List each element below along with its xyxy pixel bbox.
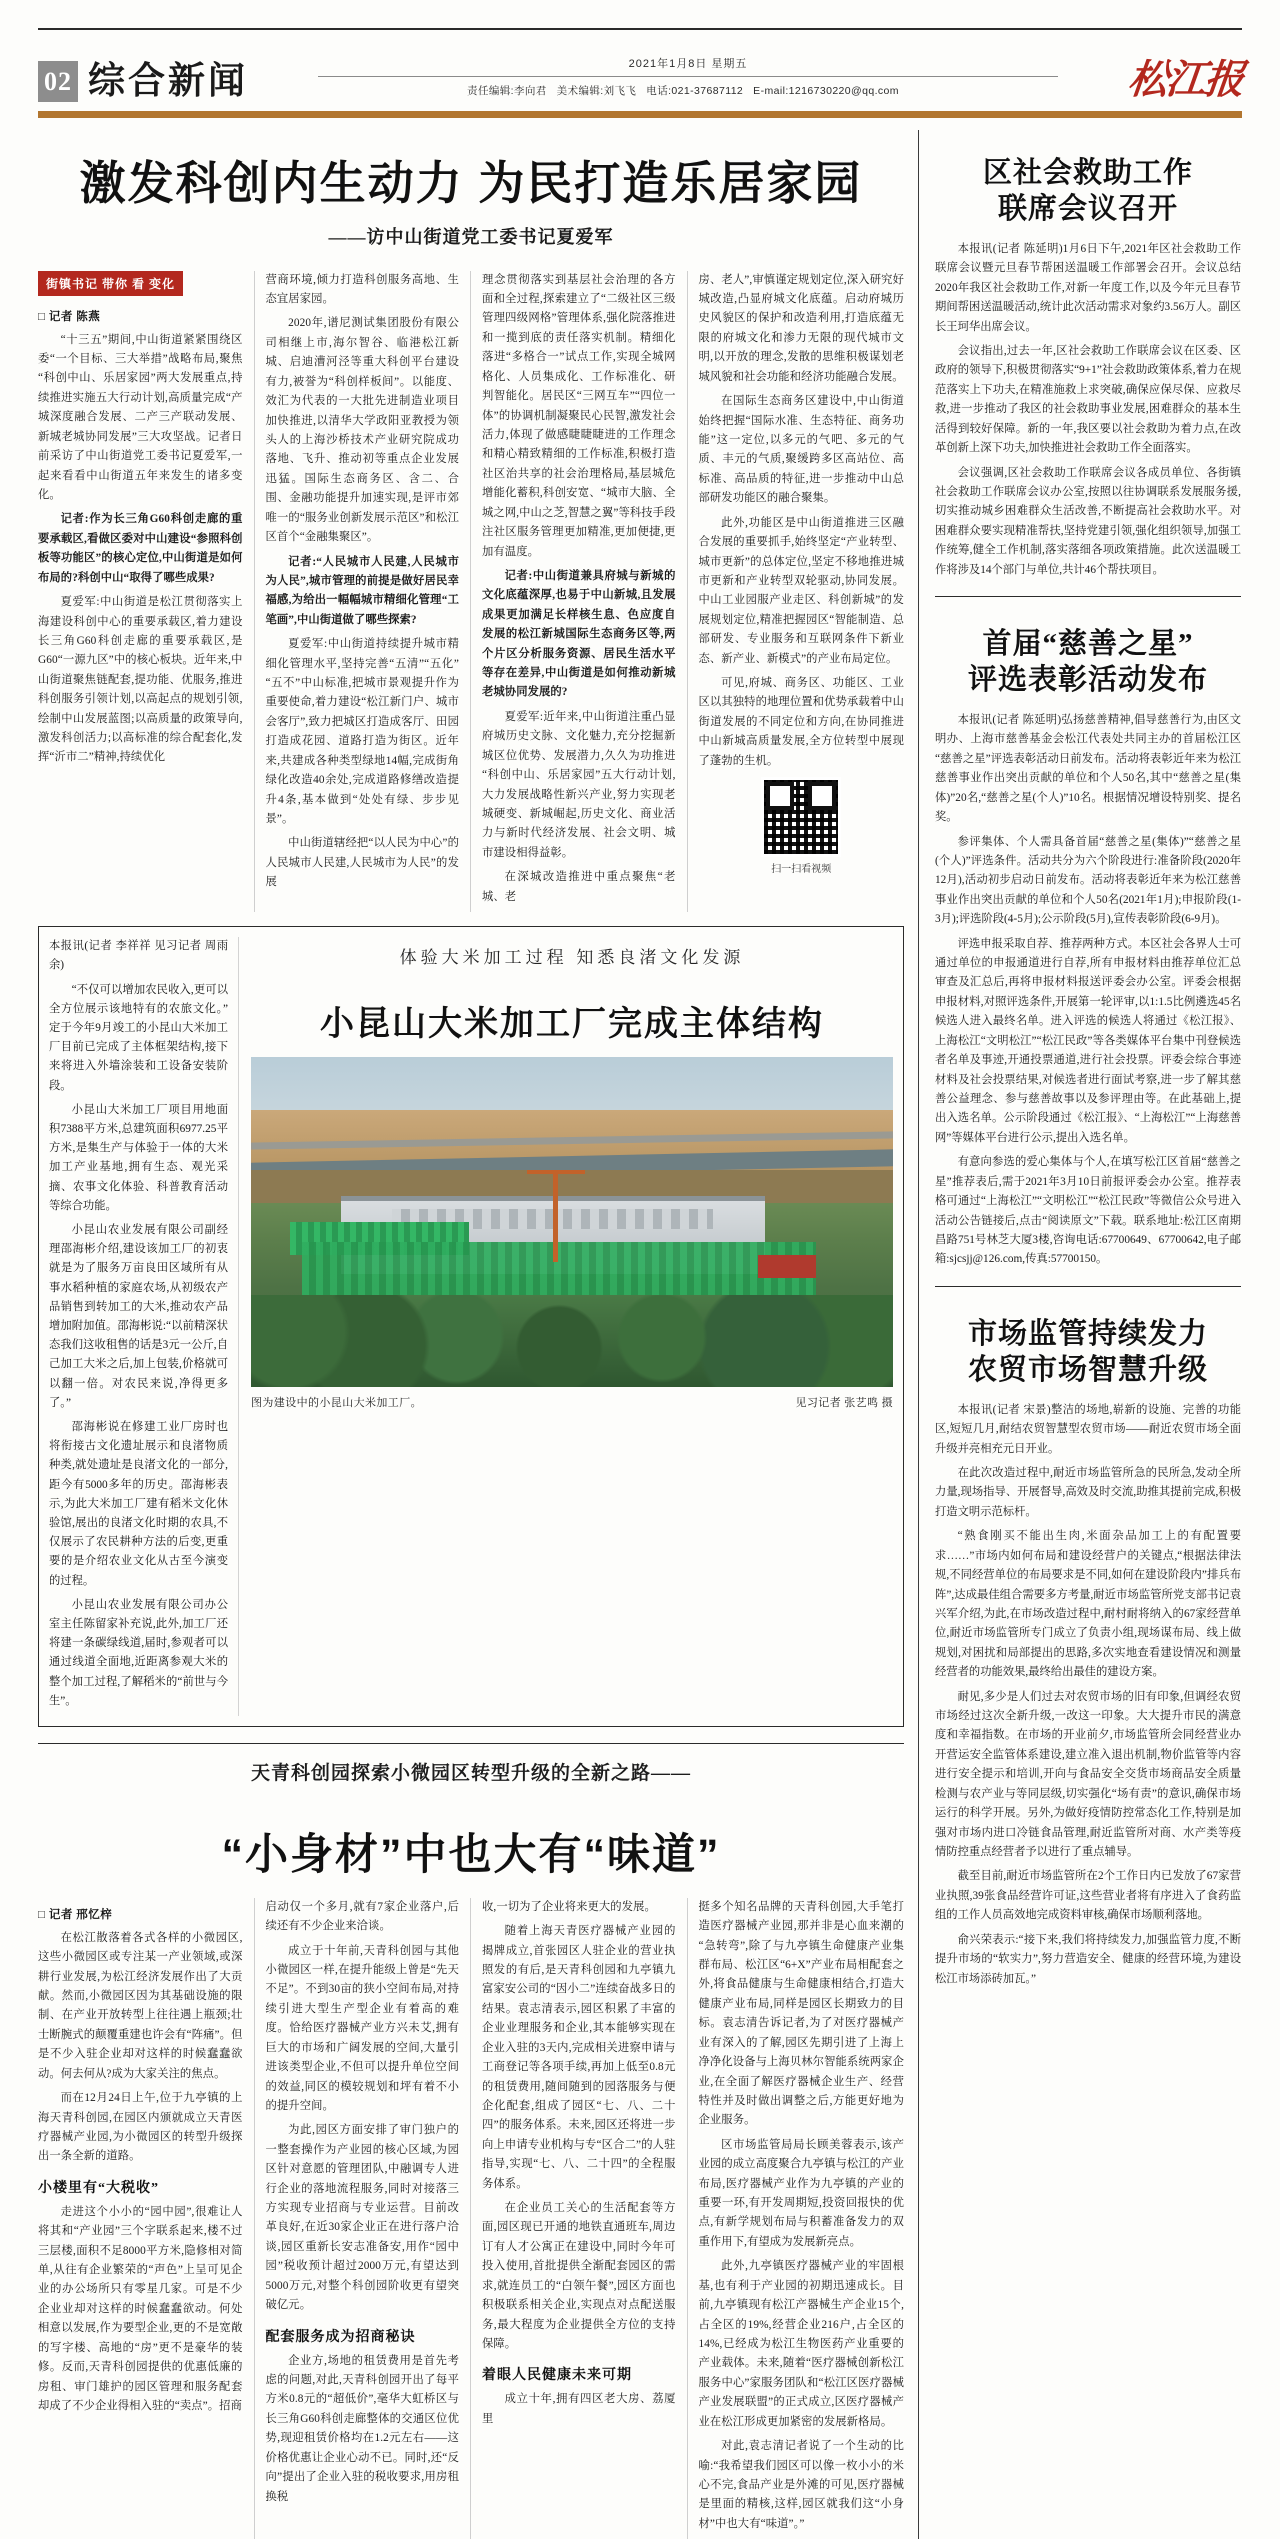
paragraph: 此外,九亭镇医疗器械产业的牢固根基,也有利于产业园的初期迅速成长。目前,九亭镇现有松江产器械生产企业15个,占全区的19%,经营企业216户,占全区的14%,已经成为松江生物医药产业重要的产业载体。未来,随着“医疗器械创新松江服务中心”家服务团队和“松江区医疗器械产业发展联盟”的正式成立,区医疗器械产业在松江形成更加紧密的发展新格局。 — [698, 2260, 904, 2428]
side-headline-1-line1: 区社会救助工作 — [982, 157, 1193, 189]
paragraph: 会议指出,过去一年,区社会救助工作联席会议在区委、区政府的领导下,积极贯彻落实“9+1”社会救助政策体系,着力在规范落实上下功夫,在精准施救上求突破,确保应保尽保、应救尽救,进一步推动了我区的社会救助事业发展,困难群众的基本生活得到较好保障。新的一年,我区要以社会救助为着力点,在改革创新上深下功夫,加快推进社会救助工作全面落实。 — [935, 345, 1241, 455]
paragraph: 耐见,多少是人们过去对农贸市场的旧有印象,但调经农贸市场经过这次全新升级,一改这一印象。大大提升市民的满意度和幸福指数。在市场的开业前夕,市场监管所会同经营业办开营运安全监管体系建设,建立准入退出机制,物价监管等内容进行安全提示和培训,开向与食品安全交货市场商品安全质量检测与农产业与等同层级,切实强化“场有责”的意识,确保市场运行的科学开展。另外,为做好疫情防控常态化工作,特别是加强对市场内进口冷链食品管理,耐近监管所对商、水产类等疫情防控重点经营者予以进行了重点辅导。 — [935, 1690, 1241, 1858]
paragraph: 会议强调,区社会救助工作联席会议各成员单位、各街镇社会救助工作联席会议办公室,按照以往协调联系发展服务援,切实推动城乡困难群众生活改善,不断提高社会救助水平。对困难群众要实现精准帮扶,坚持党建引领,强化组织领导,加强工作统筹,健全工作机制,落实落细各项政策措施。此次送温暖工作将涉及14个部门与单位,共计46个帮扶项目。 — [935, 466, 1241, 576]
bottom-subheading-2: 配套服务成为招商秘诀 — [265, 2329, 416, 2345]
paragraph: 收,一切为了企业将来更大的发展。 — [482, 1900, 656, 1913]
column-banner — [38, 271, 183, 296]
masthead-left — [38, 61, 248, 102]
paragraph: 区市场监管局局长顾美蓉表示,该产业园的成立高度聚合九亭镇与松江的产业布局,医疗器械产业作为九亭镇的产业的重要一环,有开发周期短,投资回报快的优点,有新学规划布局与积蓄准备发力的双重作用下,有望成为发展新亮点。 — [698, 2138, 904, 2248]
paragraph: 在国际生态商务区建设中,中山街道始终把握“国际水准、生态特征、商务功能”这一定位,以多元的气吧、多元的气质、丰元的气质,聚缓跨多区高站位、高标准、高品质的特征,进一步推动中山总部研发功能区的融合聚集。 — [698, 395, 904, 505]
paragraph: 成立十年,拥有四区老大房、荔厦里 — [482, 2393, 676, 2425]
bottom-byline: □ 记者 邢忆梓 — [38, 1908, 113, 1921]
main-column — [38, 118, 918, 2539]
lead-column-4 — [688, 271, 905, 913]
side-article-1 — [935, 156, 1241, 580]
photo-feature-text-column — [49, 937, 239, 1716]
paragraph: 夏爱军:中山街道持续提升城市精细化管理水平,坚持完善“五清”“五化”“五不”中山标准,把城市景观提升作为重要使命,着力建设“松江新门户、城市会客厅”,致力把城区打造成客厅、田园打造成花园、道路打造为街区。近年来,共建成各种类型绿地14幅,完成街角绿化改造40余处,完成道路修缮改造提升4条,基本做到“处处有绿、步步见景”。 — [265, 638, 459, 825]
bottom-kicker: 天青科创园探索小微园区转型升级的全新之路—— — [250, 1763, 691, 1785]
photo-feature-headline: 小昆山大米加工厂完成主体结构 — [320, 1006, 824, 1044]
bottom-subheading-1: 小楼里有“大税收” — [38, 2180, 159, 2196]
side-divider-1 — [935, 596, 1241, 597]
paragraph: 2020年,谱尼测试集团股份有限公司相继上市,海尔智谷、临港松江新城、启迪漕河泾等重大科创平台建设有力,被誉为“科创样板间”。以能度、效汇为代表的一大批先进制造业项目加快推进,以清华大学政阳亚教授为领头人的上海沙桥技术产业研究院成功落地、飞升、推动初等重点企业发展迅猛。国际生态商务区、含二、合围、金融功能提升加速实现,是评市郊唯一的“服务业创新发展示范区”和松江区首个“金融集聚区”。 — [265, 317, 459, 544]
paragraph: “熟食刚买不能出生肉,米面杂品加工上的有配置要求……”市场内如何布局和建设经营户的关键点,“根据法律法规,不同经营单位的布局要求是不同,如何在建设阶段内”排兵布阵”,达成最佳组合需要多方考量,耐近市场监管所党支部书记袁兴军介绍,为此,在市场改造过程中,耐村耐将纳入的67家经营单位,耐近市场监管所专门成立了负责小组,现场谋布局、线上做规划,对困扰和局部提出的思路,多次实地查看建设情况和测量经营者的功能效果,最终给出最佳的建设方案。 — [935, 1530, 1241, 1679]
side-divider-2 — [935, 1286, 1241, 1287]
paragraph: “十三五”期间,中山街道紧紧围绕区委“一个目标、三大举措”战略布局,聚焦“科创中山、乐居家园”两大发展重点,持续推进实施五大行动计划,高质量完成“产城深度融合发展、二产三产联动发展、新城老城协同发展”三大攻坚战。记者日前采访了中山街道党工委书记夏爱军,一起来看看中山街道五年来发生的诸多变化。 — [38, 333, 243, 501]
qr-code-caption: 扫一扫看视频 — [771, 864, 832, 876]
section-name: 综合新闻 — [88, 61, 248, 102]
masthead-center — [248, 55, 1128, 102]
bottom-article — [38, 1743, 904, 2539]
paragraph: 理念贯彻落实到基层社会治理的各方面和全过程,探索建立了“二级社区三级管理四级网格”管理体系,强化院落推进和一揽到底的责任落实机制。精细化落进“多格合一”试点工作,实现全城网格化、人员集成化、工作标准化、研判智能化。居民区“三网互车”“四位一体”的协调机制凝聚民心民智,激发社会活力,体现了做感睫睫睫进的工作理念和精心精致精细的工作标准,积极打造社区治共享的社会治理格局,基层城危增能化蓄积,科创安宽、“城市大脑、全城之网,中山之芝,智慧之翼”等科技手段注社区服务管理更加精准,更加便捷,更加有温度。 — [482, 273, 676, 558]
masthead-credits — [268, 83, 1108, 98]
photo-red-structure — [758, 1255, 816, 1278]
credit-phone: 电话:021-37687112 — [646, 85, 744, 97]
page-number: 02 — [38, 61, 78, 102]
lead-column-1 — [38, 271, 255, 913]
paragraph: 可见,府城、商务区、功能区、工业区以其独特的地理位置和优势承载着中山街道发展的不同定位和方向,在协同推进中山新城高质量发展,全方位转型中展现了蓬勃的生机。 — [698, 677, 904, 767]
paragraph: 中山街道辖经把“以人民为中心”的人民城市人民建,人民城市为人民”的发展 — [265, 837, 459, 889]
lead-columns — [38, 271, 904, 913]
paragraph: 邵海彬说在修建工业厂房时也将衔接古文化遗址展示和良渚物质种类,就处遗址是良渚文化的一部分,距今有5000多年的历史。邵海彬表示,为此大米加工厂建有稻米文化休验馆,展出的良渚文化时期的农具,不仅展示了农民耕种方法的后变,更重要的是介绍农业文化从古至今演变的过程。 — [49, 1420, 228, 1587]
bottom-subheading-3: 着眼人民健康未来可期 — [482, 2368, 632, 2384]
qr-code-icon[interactable] — [761, 777, 841, 857]
paragraph-question: 记者:中山街道兼具府城与新城的文化底蕴深厚,也易于中山新城,且发展成果更加满足长样核生息、色应度自发展的松江新城国际生态商务区等,两个片区分析服务资源、居民生活水平等存在差异,中山街道是如何推动新城老城协同发展的? — [482, 569, 676, 699]
column-banner-text: 街镇书记 带你 看 变化 — [46, 276, 176, 291]
credit-art-editor: 美术编辑:刘飞飞 — [556, 85, 637, 97]
paragraph: 企业方,场地的租赁费用是首先考虑的问题,对此,天青科创园开出了每平方米0.8元的“超低价”,毫华大虹桥区与长三角G60科创走廊整体的交通区位优势,现迎租赁价格均在1.2元左右——这价格优惠让企业心动不已。同时,还“反向”提出了企业入驻的税收要求,用房租换税 — [265, 2354, 459, 2503]
publication-date: 2021年1月8日 星期五 — [628, 58, 748, 70]
side-headline-3 — [935, 1317, 1241, 1389]
lead-column-3 — [471, 271, 688, 913]
credit-email: E-mail:1216730220@qq.com — [753, 85, 899, 97]
paragraph: 夏爱军:近年来,中山街道注重凸显府城历史文脉、文化魅力,充分挖掘新城区位优势、发展潜力,久久为功推进“科创中山、乐居家园”五大行动计划,大力发展战略性新兴产业,努力实现老城硬变、新城崛起,历史文化、商业活力与新时代经济发展、社会文明、城市建设相得益彰。 — [482, 710, 676, 859]
paragraph: 房、老人”,审慎谨定规划定位,深入研究好城改造,凸显府城文化底蕴。启动府城历史风貌区的保护和改造利用,打造底蕴无限的府城文化和渗力无限的现代城市文明,以开放的理念,发散的思维积极谋划老城风貌和社会功能和经济功能融合发展。 — [698, 273, 904, 383]
photo-caption: 图为建设中的小昆山大米加工厂。 — [251, 1397, 422, 1410]
lead-article — [38, 158, 904, 912]
paragraph: 在企业员工关心的生活配套等方面,园区现已开通的地铁直通班车,周边订有人才公寓正在建设中,同时今年可投入使用,首批提供全渐配套园区的需求,就连员工的“白领午餐”,园区方面也积极联系相关企业,实现点对点配送服务,最大程度为企业提供全方位的支持保障。 — [482, 2202, 676, 2350]
paragraph: 本报讯(记者 陈延明)1月6日下午,2021年区社会救助工作联席会议暨元旦春节帮困送温暖工作部署会召开。会议总结2020年我区社会救助工作,对新一年度工作,以及今年元旦春节期间帮困送温暖活动,统计此次活动需求对象约3.56万人。副区长王珂华出席会议。 — [935, 242, 1241, 333]
credit-editor: 责任编辑:李向君 — [467, 85, 547, 97]
paragraph: 本报讯(记者 宋景)整洁的场地,崭新的设施、完善的功能区,短短几月,耐结农贸智慧型农贸市场——耐近农贸市场全面升级并亮相充元日开业。 — [935, 1403, 1241, 1455]
paragraph: 走进这个小小的“园中园”,很难让人将其和“产业园”三个字联系起来,楼不过三层楼,面积不足8000平方米,隐修相对简单,从往有企业繁荣的“声色”上呈可见企业的办公场所只有零星几家。可是不少企业业却对这样的时候蠢蠢欲动。何处相意以发展,作为要型企业,更的不是宽敞的写字楼、高地的“房”更不是豪华的装修。反而,天青科创园提供的优惠低廉的房租、审门雄护的园区管理和服务配套却成了不少企业得相入驻的“卖点”。招商 — [38, 2205, 243, 2412]
side-article-2 — [935, 627, 1241, 1270]
paragraph: 挺多个知名品牌的天青科创园,大手笔打造医疗器械产业园,那并非是心血来潮的“急转弯”,除了与九亭镇生命健康产业集群布局、松江区“6+X”产业布局相配套之外,将食品健康与生命健康相结合,打造大健康产业布局,同样是园区长期致力的目标。袁志清告诉记者,为了对医疗器械产业有深入的了解,园区先期引进了上海上净净化设备与上海贝林尔智能系统两家企业,在全面了解医疗器械企业生产、经营特性并及时做出调整之后,方能更好地为企业服务。 — [698, 1900, 904, 2127]
paragraph: “不仅可以增加农民收入,更可以全方位展示该地特有的农旅文化。”定于今年9月竣工的小昆山大米加工厂目前已完成了主体框架结构,接下来将进入外墙涂装和工设备安装阶段。 — [49, 983, 228, 1092]
side-article-3 — [935, 1317, 1241, 1989]
lead-subheadline: ——访中山街道党工委书记夏爱军 — [328, 226, 614, 247]
masthead — [38, 0, 1245, 118]
paragraph: 俞兴荣表示:“接下来,我们将持续发力,加强监管力度,不断提升市场的“软实力”,努力营造安全、健康的经营环境,为建设松江市场添砖加瓦。” — [935, 1933, 1241, 1985]
paragraph: 本报讯(记者 陈延明)弘扬慈善精神,倡导慈善行为,由区文明办、上海市慈善基金会松江代表处共同主办的首届松江区“慈善之星”评选表彰活动日前发布。活动将表彰近年来为松江慈善事业作出突出贡献的单位和个人50名,其中“慈善之星(集体)”20名,“慈善之星(个人)”10名。根据情况增设特别奖、提名奖。 — [935, 713, 1241, 824]
lead-column-2 — [255, 271, 472, 913]
paragraph: 评选申报采取自荐、推荐两种方式。本区社会各界人士可通过单位的申报通道进行自荐,所有申报材料由推荐单位汇总审查及汇总后,再将申报材料报送评委会办公室。评委会根据申报材料,对照评选条件,开展第一轮评审,以1:1.5比例遴选45名候选人进入最终名单。进入评选的候选人将通过《松江报》、上海松江“文明松江”“松江民政”等各类媒体平台集中刊登候选者名单及事迹,开通投票通道,进行社会投票。评委会综合事迹材料及社会投票结果,对候选者进行面试考察,进一步了解其慈善公益理念、参与慈善故事以及参评理由等。在此基础上,提出入选名单。公示阶段通过《松江报》、“上海松江”“上海慈善网”等媒体平台进行公示,提出入选名单。 — [935, 937, 1241, 1144]
paragraph-question: 记者:“人民城市人民建,人民城市为人民”,城市管理的前提是做好居民幸福感,为给出一幅幅城市精细化管理“工笔画”,中山街道做了哪些探索? — [265, 555, 459, 626]
paragraph: 对此,袁志清记者说了一个生动的比喻:“我希望我们园区可以像一枚小小的米心不完,食品产业是外滩的可见,医疗器械是里面的精核,这样,园区就我们这“小身材”中也大有“味道”。” — [698, 2440, 904, 2530]
paragraph: 此外,功能区是中山街道推进三区融合发展的重要抓手,始终坚定“产业转型、城市更新”的总体定位,坚定不移地推进城市更新和产业转型双轮驱动,协同发展。中山工业园服产业走区、科创新城”的发展规划定位,精准把握园区“智能制造、总部研发、专业服务和互联网条件下新业态、新产业、新模式”的产业布局定位。 — [698, 516, 904, 665]
bottom-columns — [38, 1898, 904, 2539]
paragraph: 在松江散落着各式各样的小微园区,这些小微园区或专注某一产业领域,或深耕行业发展,为松江经济发展作出了大贡献。然而,小微园区因为其基础设施的限制、在产业开放转型上往往遇上瓶颈;壮士断腕式的颠覆重建也许会有“阵痛”。但是不少入驻企业却对这样的时候蠢蠢欲动。何去何从?成为大家关注的焦点。 — [38, 1931, 243, 2080]
paragraph: 为此,园区方面安排了审门独户的一整套操作为产业园的核心区域,为园区针对意愿的管理团队,中融调专人进行企业的落地流程服务,同时对接落三方实现专业招商与专业运营。目前改革良好,在近30家企业正在进行落户洽谈,园区重新长安志准备安,用作“园中园”税收预计超过2000万元,有望达到5000万元,对整个科创园阶收更有望突破亿元。 — [265, 2124, 459, 2312]
paragraph: 参评集体、个人需具备首届“慈善之星(集体)”“慈善之星(个人)”评选条件。活动共分为六个阶段进行:准备阶段(2020年12月),活动初步启动日前发布。活动将表彰近年来为松江慈善事业作出突出贡献的单位和个人50名(2021年1月);申报阶段(1-3月);评选阶段(4-5月);公示阶段(5月),宣传表彰阶段(6-9月)。 — [935, 835, 1241, 926]
paragraph: 启动仅一个多月,就有7家企业落户,后续还有不少企业来洽谈。 — [265, 1900, 459, 1933]
paragraph: 小昆山农业发展有限公司副经理邵海彬介绍,建设该加工厂的初衷就是为了服务万亩良田区域所有从事水稻种植的家庭农场,从初级农产品销售到转加工的大米,推动农产品增加附加值。邵海彬说:“以前精深状态我们这收租售的话是3元一公斤,自己加工大米之后,加上包装,价格就可以翻一倍。对农民来说,净得更多了。” — [49, 1223, 228, 1409]
masthead-divider — [318, 76, 1057, 77]
paper-logo: 松江报 — [1125, 57, 1245, 102]
side-column — [919, 118, 1241, 2539]
bottom-column-3 — [471, 1898, 688, 2539]
photo-feature-kicker: 体验大米加工过程 知悉良渚文化发源 — [399, 948, 745, 968]
paragraph: 截至目前,耐近市场监管所在2个工作日内已发放了67家营业执照,39张食品经营许可证,这些营业者将有序进入了食药监组的工作人员高效地完成资料审核,确保市场顺利落地。 — [935, 1870, 1241, 1922]
lead-headline: 激发科创内生动力 为民打造乐居家园 — [79, 157, 863, 209]
photo-credit: 见习记者 张艺鸣 摄 — [795, 1397, 893, 1410]
aerial-construction-photo — [251, 1057, 893, 1387]
photo-treeline — [251, 1295, 893, 1387]
paragraph: 成立于十年前,天青科创园与其他小微园区一样,在提升能级上曾是“先天不足”。不到30亩的狭小空间布局,对持续引进大型生产型企业有着高的难度。恰给医疗器械产业方兴未艾,拥有巨大的市场和广阔发展的空间,大量引进该类型企业,不但可以提升单位空间的效益,同区的模较规划和坪有着不小的提升空间。 — [265, 1944, 459, 2112]
bottom-column-4 — [688, 1898, 905, 2539]
paragraph: 夏爱军:中山街道是松江贯彻落实上海建设科创中心的重要承载区,着力建设长三角G60科创走廊的重要承载区,是G60“一源九区”中的核心板块。近年来,中山街道聚焦链配套,提功能、优服务,推进科创服务引领计划,以高起点的规划引领,绘制中山发展蓝图;以高质量的政策导向,激发科创活力;以高标准的综合配套化,发挥“沂市二”精神,持续优化 — [38, 596, 243, 764]
photo-feature-byline: 本报讯(记者 李祥祥 见习记者 周雨余) — [49, 940, 228, 972]
paragraph-question: 记者:作为长三角G60科创走廊的重要承载区,看做区委对中山建设“参照科创板等功能区”的核心定位,中山街道是如何布局的?科创中山“取得了哪些成果? — [38, 513, 243, 584]
paragraph: 在此次改造过程中,耐近市场监管所急的民所急,发动全所力量,现场指导、开展督导,高效及时交流,助推其提前完成,积极打造文明示范标杆。 — [935, 1466, 1241, 1518]
photo-scaffold-net — [302, 1242, 816, 1295]
masthead-top-rule — [38, 28, 1242, 30]
paragraph: 有意向参选的爱心集体与个人,在填写松江区首届“慈善之星”推荐表后,需于2021年3月10日前报评委会办公室。推荐表格可通过“上海松江”“文明松江”“松江民政”等微信公众号进入活动公告链接后,点击“阅读原文”下载。联系地址:松江区南期昌路751号林芝大厦3楼,咨询电话:67700649、67700642,电子邮箱:sjcsjj@126.com,传真:57700150。 — [935, 1156, 1241, 1266]
lead-byline: □ 记者 陈燕 — [38, 310, 101, 323]
paragraph: 营商环境,倾力打造科创服务高地、生态宜居家园。 — [265, 273, 459, 306]
paragraph: 在深城改造推进中重点聚焦“老城、老 — [482, 871, 676, 903]
paragraph: 而在12月24日上午,位于九亭镇的上海天青科创园,在园区内颁就成立天青医疗器械产业园,为小微园区的转型升级探出一条全新的道路。 — [38, 2092, 243, 2163]
photo-feature-main — [239, 937, 893, 1716]
side-headline-2-line1: 首届“慈善之星” — [982, 628, 1194, 661]
bottom-headline: “小身材”中也大有“味道” — [221, 1830, 721, 1879]
side-headline-1 — [935, 156, 1241, 228]
side-headline-1-line2: 联席会议召开 — [997, 192, 1178, 225]
side-headline-3-line1: 市场监管持续发力 — [967, 1317, 1208, 1350]
side-headline-2-line2: 评选表彰活动发布 — [967, 664, 1208, 697]
paragraph: 小昆山大米加工厂项目用地面积7388平方米,总建筑面积6977.25平方米,是集生产与体验于一体的大米加工产业基地,拥有生态、观光采摘、农事文化体验、科普教育活动等综合功能。 — [49, 1103, 228, 1212]
bottom-column-1 — [38, 1898, 255, 2539]
photo-feature-article — [38, 926, 904, 1727]
bottom-column-2 — [255, 1898, 472, 2539]
masthead-bottom-rule — [38, 111, 1242, 118]
paragraph: 小昆山农业发展有限公司办公室主任陈留家补充说,此外,加工厂还将建一条碳绿线道,届时,参观者可以通过线道全面地,近距离参观大米的整个加工过程,了解稻米的“前世与今生”。 — [49, 1598, 228, 1707]
side-headline-2 — [935, 627, 1241, 699]
page-content — [38, 118, 1242, 2539]
paragraph: 随着上海天青医疗器械产业园的揭牌成立,首张园区人驻企业的营业执照发的有后,是天青科创园和九亭镇九富家安公司的“因小二”连续奋战多日的结果。袁志清表示,园区积累了丰富的企业业理服务和企业,其本能够实现在企业入驻的3天内,完成相关进察申请与工商登记等各项手续,再加上低至0.8元的租赁费用,随间随到的园落服务与便企化配套,组成了园区“七、八、二十四”的服务体系。未来,园区还将进一步向上申请专业机构与专“区合二”的人驻指导,实现“七、八、二十四”的全程服务体系。 — [482, 1925, 676, 2190]
photo-caption-row — [251, 1394, 893, 1410]
side-headline-3-line2: 农贸市场智慧升级 — [967, 1353, 1208, 1386]
photo-crane — [553, 1170, 558, 1262]
